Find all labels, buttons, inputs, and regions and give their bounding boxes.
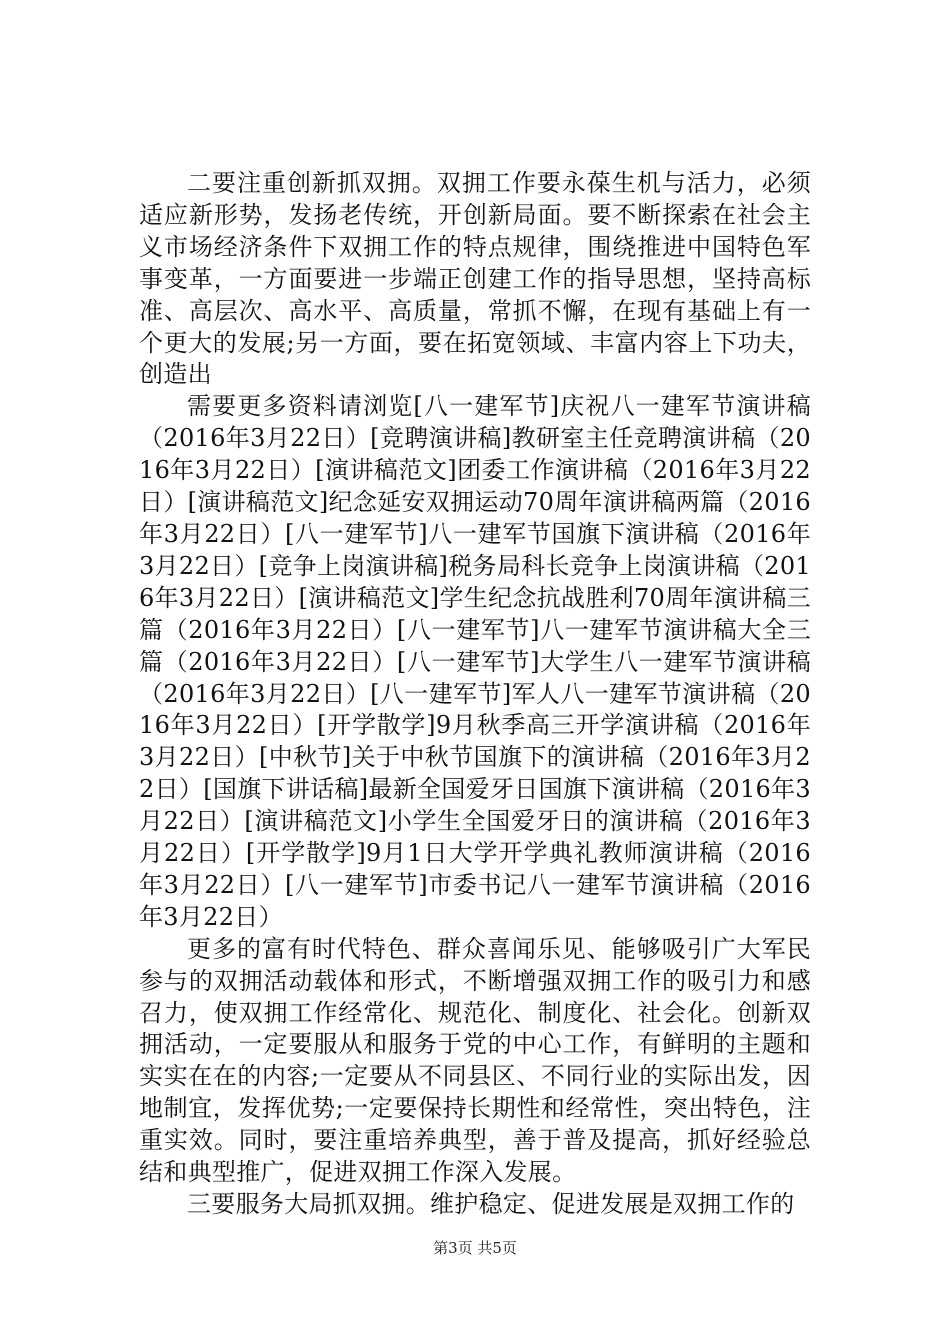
paragraph-activities: 更多的富有时代特色、群众喜闻乐见、能够吸引广大军民参与的双拥活动载体和形式，不断增强双拥工作的吸引力和感召力，使双拥工作经常化、规范化、制度化、社会化。创新双拥活动，一定要服从和服务于党的中心工作，有鲜明的主题和实实在在的内容;一定要从不同县区、不同行业的实际出发，因地制宜，发挥优势;一定要保持长期性和经常性，突出特色，注重实效。同时，要注重培养典型，善于普及提高，抓好经验总结和典型推广，促进双拥工作深入发展。	[139, 934, 811, 1187]
page-number-footer: 第3页 共5页	[433, 1239, 517, 1257]
paragraph-innovation: 二要注重创新抓双拥。双拥工作要永葆生机与活力，必须适应新形势，发扬老传统，开创新局面。要不断探索在社会主义市场经济条件下双拥工作的特点规律，围绕推进中国特色军事变革，一方面要进一步端正创建工作的指导思想，坚持高标准、高层次、高水平、高质量，常抓不懈，在现有基础上有一个更大的发展;另一方面，要在拓宽领域、丰富内容上下功夫，创造出	[139, 169, 811, 389]
document-body	[139, 168, 811, 1221]
paragraph-serve-overall: 三要服务大局抓双拥。维护稳定、促进发展是双拥工作的	[187, 1190, 795, 1218]
paragraph-related-links: 需要更多资料请浏览[八一建军节]庆祝八一建军节演讲稿（2016年3月22日）[竞聘演讲稿]教研室主任竞聘演讲稿（2016年3月22日）[演讲稿范文]团委工作演讲稿（2016年3月22日）[演讲稿范文]纪念延安双拥运动70周年演讲稿两篇（2016年3月22日）[八一建军节]八一建军节国旗下演讲稿（2016年3月22日）[竞争上岗演讲稿]税务局科长竞争上岗演讲稿（2016年3月22日）[演讲稿范文]学生纪念抗战胜利70周年演讲稿三篇（2016年3月22日）[八一建军节]八一建军节演讲稿大全三篇（2016年3月22日）[八一建军节]大学生八一建军节演讲稿（2016年3月22日）[八一建军节]军人八一建军节演讲稿（2016年3月22日）[开学散学]9月秋季高三开学演讲稿（2016年3月22日）[中秋节]关于中秋节国旗下的演讲稿（2016年3月22日）[国旗下讲话稿]最新全国爱牙日国旗下演讲稿（2016年3月22日）[演讲稿范文]小学生全国爱牙日的演讲稿（2016年3月22日）[开学散学]9月1日大学开学典礼教师演讲稿（2016年3月22日）[八一建军节]市委书记八一建军节演讲稿（2016年3月22日）	[139, 392, 811, 931]
